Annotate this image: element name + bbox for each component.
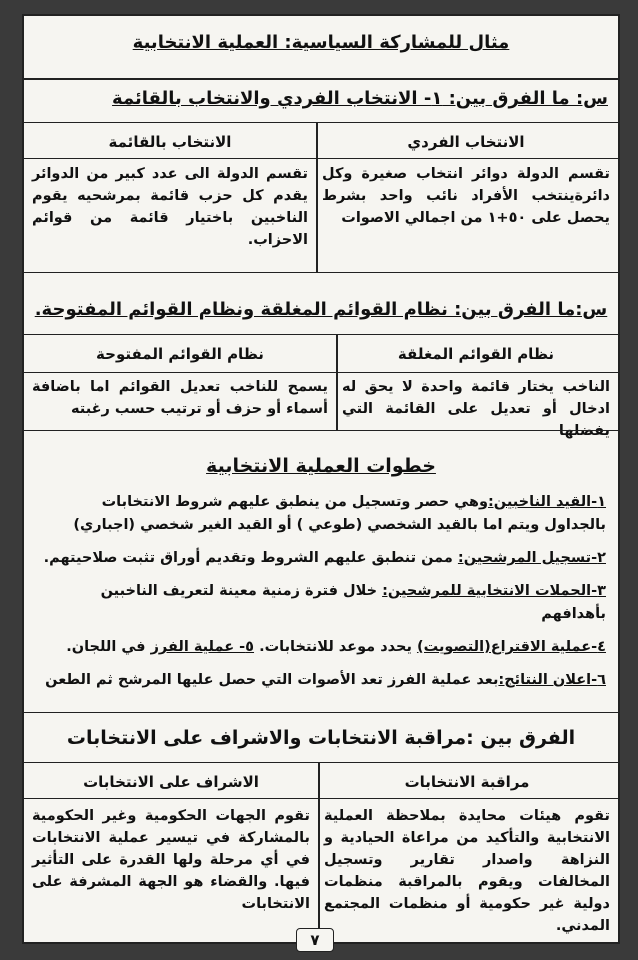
q3-header-row — [24, 762, 618, 798]
q2-content-row — [24, 372, 618, 439]
step-6-text: بعد عملية الفرز تعد الأصوات التي حصل عليها المرشح ثم الطعن — [45, 672, 499, 688]
step-item-2 — [24, 547, 618, 570]
q3-right-header: مراقبة الانتخابات — [404, 773, 530, 791]
q2-right-header: نظام القوائم المغلقة — [397, 345, 555, 363]
q2-left-header: نظام القوائم المفتوحة — [96, 345, 264, 363]
q1-left-text: تقسم الدولة الى عدد كبير من الدوائر يقدم كل حزب قائمة بمرشحيه يقوم الناخبين باختيار قائمة من قوائم الاحزاب. — [32, 166, 308, 248]
q2-question-row — [24, 272, 618, 334]
step-item-3 — [24, 580, 618, 626]
q3-right-text: تقوم هيئات محايدة بملاحظة العملية الانتخابية والتأكيد من مراعاة الحيادية و النزاهة واصدار تقارير وتسجيل المخالفات ويقوم بالمراقبة منظمات دولية غير حكومية أو منظمات المجتمع المدني. — [324, 808, 610, 934]
q3-left-header: الاشراف على الانتخابات — [83, 773, 259, 791]
q1-question-row — [24, 78, 618, 122]
steps-heading: خطوات العملية الانتخابية — [206, 455, 436, 477]
q2-header-row — [24, 334, 618, 372]
q1-content-row — [24, 158, 618, 272]
q3-question-row — [24, 712, 618, 762]
document-page — [22, 14, 620, 949]
step-1-label: ١-القيد الناخبين: — [488, 494, 606, 510]
q1-left-header: الانتخاب بالقائمة — [108, 133, 232, 151]
q3-question: الفرق بين :مراقبة الانتخابات والاشراف على الانتخابات — [66, 727, 576, 749]
page-title: مثال للمشاركة السياسية: العملية الانتخابية — [132, 32, 510, 53]
step-2-text: ممن تنطبق عليهم الشروط وتقديم أوراق تثبت صلاحيتهم. — [43, 550, 458, 566]
step-item-6 — [24, 669, 618, 692]
page-number: ٧ — [296, 928, 334, 952]
q3-content-row — [24, 798, 618, 944]
step-1-text: وهي حصر وتسجيل من ينطبق عليهم شروط الانتخابات بالجداول ويتم اما بالقيد الشخصي (طوعي ) أو القيد الغير شخصي (اجباري) — [73, 494, 606, 533]
q1-header-row — [24, 122, 618, 158]
q2-question: س:ما الفرق بين: نظام القوائم المغلقة ونظام القوائم المفتوحة. — [34, 299, 608, 320]
q1-right-text: تقسم الدولة دوائر انتخاب صغيرة وكل دائرةينتخب الأفراد نائب واحد بشرط يحصل على ٥٠+١ من اجمالي الاصوات — [322, 166, 610, 226]
step-6-label: ٦-اعلان النتائج: — [498, 672, 606, 688]
step-item-1 — [24, 491, 618, 537]
q1-question: س: ما الفرق بين: ١- الانتخاب الفردي والانتخاب بالقائمة — [112, 88, 608, 109]
q2-right-text: الناخب يختار قائمة واحدة لا يحق له ادخال أو تعديل على القائمة التي يفضلها — [342, 379, 610, 439]
q1-right-header: الانتخاب الفردي — [407, 133, 525, 151]
step-4-label: ٤-عملية الاقتراع(التصويت) — [416, 639, 606, 655]
steps-section — [24, 430, 618, 712]
step-5-text: في اللجان. — [66, 639, 151, 655]
step-4-text: يحدد موعد للانتخابات. — [254, 639, 417, 655]
q3-left-text: تقوم الجهات الحكومية وغير الحكومية بالمشاركة في تيسير عملية الانتخابات في أي مرحلة ولها القدرة على التأثير فيها. والقضاء هو الجهة المشرفة على الانتخابات — [32, 808, 310, 912]
step-5-label: ٥- عملية الفرز — [150, 639, 255, 655]
step-2-label: ٢-تسجيل المرشحين: — [457, 550, 606, 566]
step-item-4 — [24, 636, 618, 659]
steps-list — [24, 491, 618, 692]
step-3-label: ٣-الحملات الانتخابية للمرشحين: — [382, 583, 606, 599]
step-3-text: خلال فترة زمنية معينة لتعريف الناخبين بأهدافهم — [100, 583, 606, 622]
title-row — [24, 16, 618, 58]
q2-left-text: يسمح للناخب تعديل القوائم اما باضافة أسماء أو حزف أو ترتيب حسب رغبته — [32, 379, 328, 417]
